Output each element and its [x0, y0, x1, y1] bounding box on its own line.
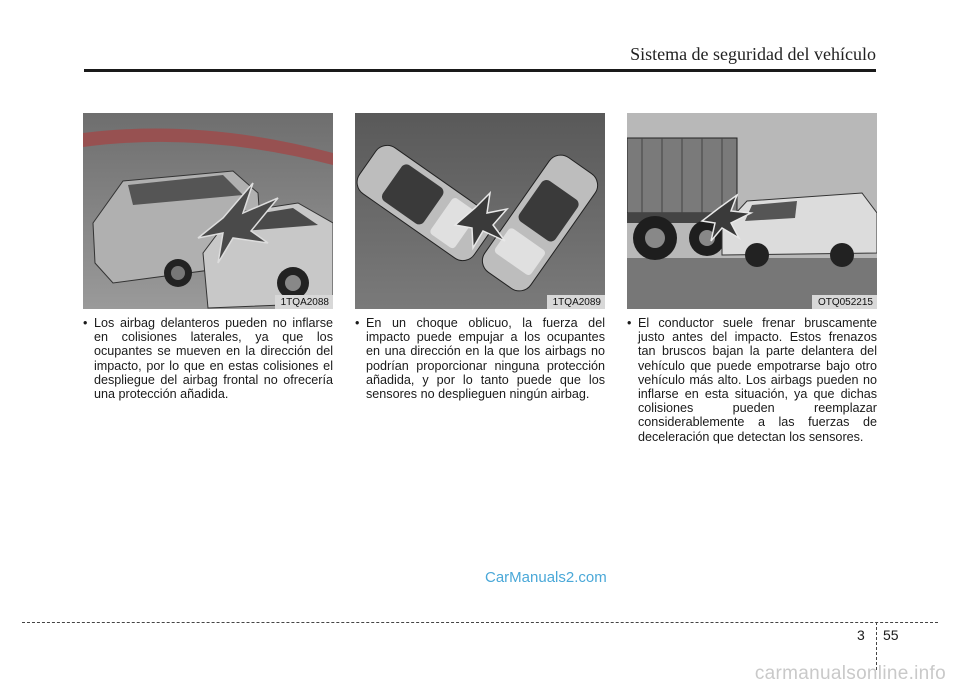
watermark-site: carmanualsonline.info	[754, 663, 946, 684]
bullet-dot: •	[83, 316, 88, 330]
page-number: 55	[883, 627, 899, 643]
bullet-text: Los airbag delanteros pueden no inflarse en colisiones laterales, ya que los ocupantes se mueven en la dirección del impacto, por lo que en estas colisiones el despliegue del airbag frontal no ofrecería una protección añadida.	[94, 316, 333, 402]
bullet-paragraph	[627, 316, 877, 444]
figure-code: 1TQA2089	[547, 295, 605, 309]
underride-truck-collision-illustration	[627, 113, 877, 309]
column-side-collision	[83, 113, 333, 401]
page-header-title: Sistema de seguridad del vehículo	[630, 44, 876, 64]
chapter-number: 3	[857, 627, 865, 643]
side-collision-illustration	[83, 113, 333, 309]
footer-rule	[22, 622, 938, 623]
bullet-paragraph	[355, 316, 605, 401]
column-underride-collision	[627, 113, 877, 444]
figure-code: 1TQA2088	[275, 295, 333, 309]
watermark-link[interactable]: CarManuals2.com	[485, 569, 607, 586]
bullet-text: En un choque oblicuo, la fuerza del impacto puede empujar a los ocupantes en una dirección en la que los airbags no podrían proporcionar ninguna protección añadida, y por lo tanto puede que los sensores no desplieguen ningún airbag.	[366, 316, 605, 402]
bullet-dot: •	[355, 316, 360, 330]
column-oblique-collision	[355, 113, 605, 401]
oblique-collision-illustration	[355, 113, 605, 309]
header-rule	[84, 69, 876, 72]
figure-code: OTQ052215	[812, 295, 877, 309]
bullet-dot: •	[627, 316, 632, 330]
bullet-text: El conductor suele frenar bruscamente justo antes del impacto. Estos frenazos tan bruscos bajan la parte delantera del vehículo que puede empotrarse bajo otro vehículo más alto. Los airbags pueden no inflarse en esta situación, ya que dichas colisiones pueden reemplazar considerablemente a las fuerzas de deceleración que detectan los sensores.	[638, 316, 877, 444]
bullet-paragraph	[83, 316, 333, 401]
